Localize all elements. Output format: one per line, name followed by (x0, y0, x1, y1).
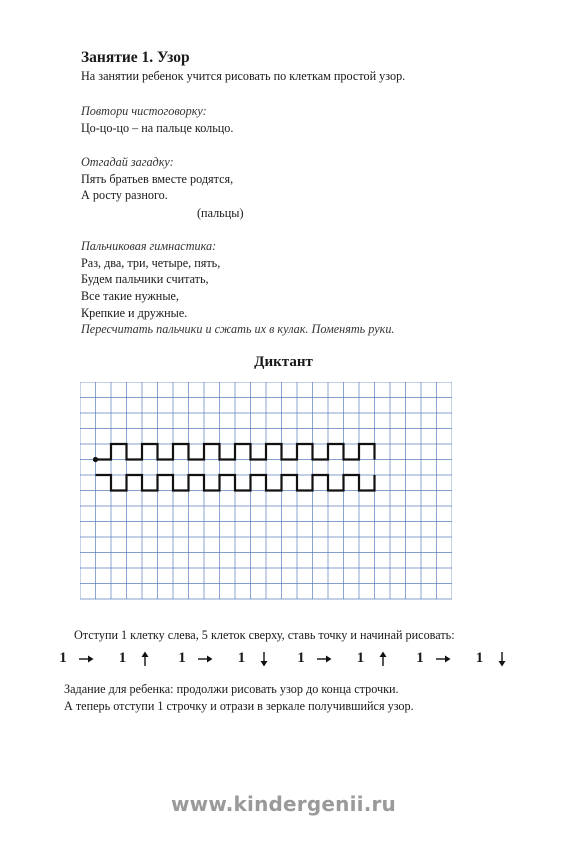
task-line: Задание для ребенка: продолжи рисовать узор до конца строчки. (64, 682, 399, 696)
dictation-step (237, 650, 269, 667)
step-count: 1 (475, 650, 484, 666)
riddle-heading: Отгадай загадку: (81, 155, 174, 169)
dictation-step (475, 650, 507, 667)
gymnastics-heading: Пальчиковая гимнастика: (81, 239, 217, 253)
arrow-right-icon (435, 654, 451, 664)
step-count: 1 (178, 650, 186, 666)
dictation-instruction: Отступи 1 клетку слева, 5 клеток сверху, ставь точку и начинай рисовать: (74, 628, 455, 642)
task-line: А теперь отступи 1 строчку и отрази в зеркале получившийся узор. (64, 699, 414, 713)
graph-paper-grid (80, 382, 452, 607)
start-dot (93, 457, 98, 462)
footer-website[interactable]: www.kindergenii.ru (170, 792, 397, 816)
dictation-step (415, 650, 451, 667)
step-count: 1 (237, 650, 246, 666)
step-count: 1 (297, 650, 305, 666)
arrow-up-icon (140, 651, 150, 667)
dictation-step (356, 650, 388, 667)
arrow-right-icon (197, 654, 213, 664)
lesson-intro: На занятии ребенок учится рисовать по клеткам простой узор. (81, 69, 406, 83)
gymnastics-line: Крепкие и дружные. (81, 306, 188, 320)
dictation-step (58, 650, 94, 667)
dictation-step (177, 650, 213, 667)
riddle-answer: (пальцы) (197, 206, 244, 220)
arrow-right-icon (316, 654, 332, 664)
dictation-heading: Диктант (254, 354, 313, 370)
dictation-step (118, 650, 150, 667)
gymnastics-line: Раз, два, три, четыре, пять, (81, 256, 221, 270)
arrow-down-icon (259, 651, 269, 667)
pattern-line-mirrored (96, 475, 375, 491)
riddle-line: Пять братьев вместе родятся, (81, 172, 234, 186)
gymnastics-instruction: Пересчитать пальчики и сжать их в кулак. Поменять руки. (81, 322, 395, 336)
gymnastics-line: Будем пальчики считать, (81, 272, 209, 286)
step-count: 1 (59, 650, 67, 666)
lesson-title: Занятие 1. Узор (81, 49, 190, 66)
step-count: 1 (416, 650, 424, 666)
riddle-line: А росту разного. (81, 188, 168, 202)
arrow-down-icon (497, 651, 507, 667)
tongue-twister-text: Цо-цо-цо – на пальце кольцо. (81, 121, 234, 135)
gymnastics-line: Все такие нужные, (81, 289, 179, 303)
arrow-up-icon (378, 651, 388, 667)
pattern-line-drawn (96, 444, 375, 460)
tongue-twister-heading: Повтори чистоговорку: (81, 104, 207, 118)
step-count: 1 (356, 650, 365, 666)
arrow-right-icon (78, 654, 94, 664)
dictation-step (296, 650, 332, 667)
step-count: 1 (118, 650, 127, 666)
